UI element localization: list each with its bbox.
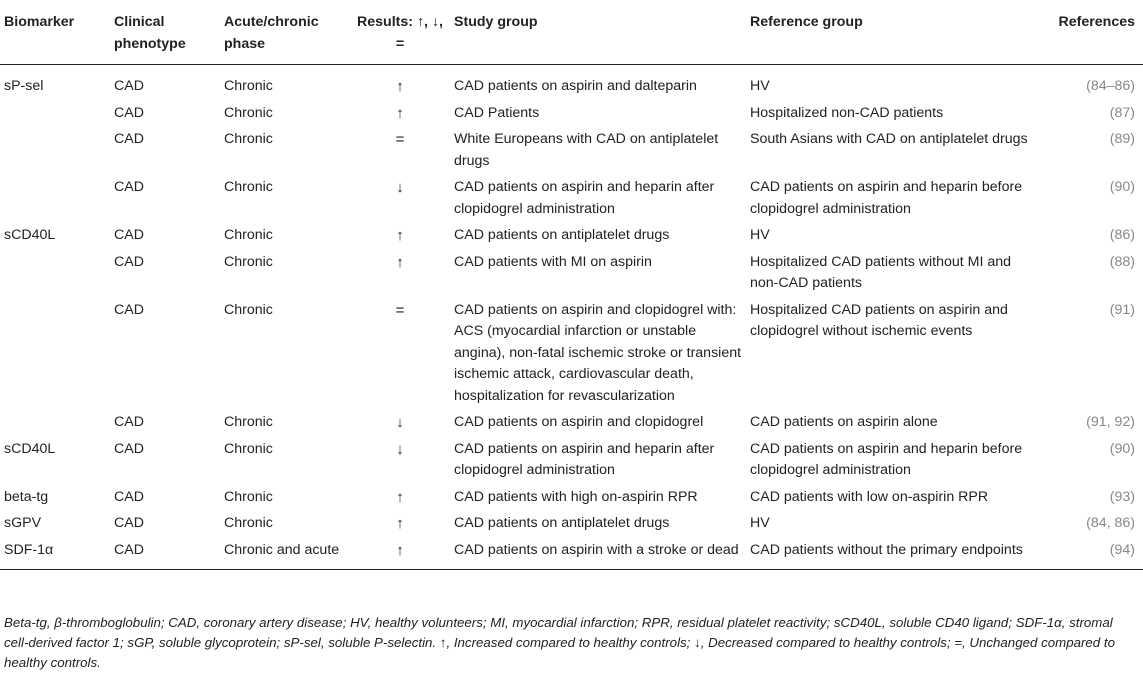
cell-references[interactable]: (94) (1046, 538, 1143, 570)
table-row (0, 250, 1143, 298)
cell-biomarker (0, 101, 110, 128)
table-header-row (0, 6, 1143, 65)
cell-references[interactable]: (84, 86) (1086, 515, 1135, 531)
cell-result: ↑ (396, 78, 404, 95)
cell-reference-group: CAD patients with low on-aspirin RPR (750, 488, 989, 505)
cell-result: ↑ (396, 104, 404, 122)
cell-biomarker (0, 298, 110, 411)
cell-biomarker: sGPV (4, 515, 42, 531)
cell-clinical-phenotype: CAD (114, 179, 144, 195)
table-row (0, 410, 1143, 437)
cell-study-group: CAD patients on antiplatelet drugs (454, 515, 670, 531)
cell-phase: Chronic (224, 253, 273, 270)
cell-clinical-phenotype: CAD (114, 131, 144, 147)
cell-reference-group: South Asians with CAD on antiplatelet drugs (750, 131, 1028, 147)
cell-references[interactable]: (84–86) (1086, 78, 1135, 94)
header-reference-group: Reference group (746, 6, 1046, 65)
cell-result: ↑ (396, 515, 404, 532)
cell-phase: Chronic (224, 78, 273, 94)
table-row (0, 65, 1143, 101)
table-row (0, 538, 1143, 570)
cell-references[interactable]: (90) (1109, 440, 1135, 457)
cell-phase: Chronic (224, 227, 273, 243)
cell-reference-group: Hospitalized CAD patients without MI and non-CAD patients (750, 253, 1012, 291)
cell-biomarker: sCD40L (4, 440, 56, 457)
table-row (0, 511, 1143, 538)
cell-clinical-phenotype: CAD (114, 440, 144, 457)
biomarker-table (0, 6, 1143, 570)
cell-references[interactable]: (86) (1109, 227, 1135, 243)
cell-reference-group: CAD patients on aspirin and heparin before clopidogrel administration (750, 440, 1023, 478)
table-row (0, 175, 1143, 223)
cell-biomarker: beta-tg (4, 488, 49, 505)
cell-clinical-phenotype: CAD (114, 227, 144, 243)
cell-biomarker (0, 410, 110, 437)
cell-result: ↑ (396, 227, 404, 244)
cell-biomarker (0, 250, 110, 298)
cell-phase: Chronic (224, 104, 273, 121)
cell-result: ↓ (396, 179, 404, 196)
cell-references[interactable]: (91) (1109, 301, 1135, 318)
table-row (0, 223, 1143, 250)
cell-reference-group: HV (750, 515, 770, 531)
cell-study-group: CAD patients on aspirin and dalteparin (454, 78, 697, 94)
cell-references[interactable]: (90) (1109, 179, 1135, 195)
table-row (0, 101, 1143, 128)
header-acute-chronic-phase: Acute/chronic phase (220, 6, 350, 65)
header-biomarker: Biomarker (0, 6, 110, 65)
cell-phase: Chronic (224, 515, 273, 531)
cell-study-group: CAD patients on antiplatelet drugs (454, 227, 670, 243)
cell-biomarker: SDF-1α (0, 538, 110, 570)
table-row (0, 298, 1143, 411)
cell-result: ↓ (396, 440, 404, 458)
cell-clinical-phenotype: CAD (114, 78, 144, 94)
cell-study-group: CAD patients with MI on aspirin (454, 253, 652, 270)
cell-study-group: CAD Patients (454, 104, 540, 121)
cell-phase: Chronic (224, 440, 273, 457)
cell-references[interactable]: (93) (1109, 488, 1135, 505)
cell-result: = (395, 131, 405, 148)
cell-phase: Chronic (224, 301, 273, 318)
cell-phase: Chronic (224, 131, 273, 147)
cell-result: = (395, 301, 405, 319)
cell-biomarker: sCD40L (4, 227, 56, 243)
cell-biomarker (0, 127, 110, 175)
cell-biomarker: sP-sel (4, 78, 44, 94)
cell-clinical-phenotype: CAD (114, 253, 144, 270)
table-row (0, 485, 1143, 512)
cell-clinical-phenotype: CAD (114, 301, 144, 318)
table-footnote: Beta-tg, β-thromboglobulin; CAD, coronary artery disease; HV, healthy volunteers; MI, myocardial infarction; RPR, residual platelet reactivity; sCD40L, soluble CD40 ligand; SDF-1α, stromal cell-derived factor 1; sGP, soluble glycoprotein; sP-sel, soluble P-selectin. ↑, Increased compared to healthy controls; ↓, Decreased compared to healthy controls; =, Unchanged compared to healthy controls. (4, 615, 1115, 670)
cell-reference-group: CAD patients on aspirin and heparin before clopidogrel administration (750, 179, 1023, 217)
cell-clinical-phenotype: CAD (114, 515, 144, 531)
cell-study-group: White Europeans with CAD on antiplatelet drugs (454, 131, 719, 169)
cell-references[interactable]: (89) (1109, 131, 1135, 147)
cell-reference-group: CAD patients on aspirin alone (750, 414, 938, 430)
cell-clinical-phenotype: CAD (114, 488, 144, 505)
header-study-group: Study group (450, 6, 746, 65)
cell-result: ↑ (396, 253, 404, 271)
cell-references[interactable]: (91, 92) (1086, 414, 1135, 430)
cell-reference-group: HV (750, 227, 770, 243)
cell-result: ↓ (396, 414, 404, 431)
cell-phase: Chronic (224, 488, 273, 505)
cell-clinical-phenotype: CAD (114, 104, 144, 121)
cell-result: ↑ (350, 538, 450, 570)
cell-references[interactable]: (87) (1109, 104, 1135, 121)
cell-phase: Chronic (224, 414, 273, 430)
cell-study-group: CAD patients on aspirin and clopidogrel with: ACS (myocardial infarction or unstable angina), non-fatal ischemic stroke or transient ischemic attack, cardiovascular death, hospitalization for revascularization (454, 301, 742, 404)
cell-study-group: CAD patients on aspirin and clopidogrel (454, 414, 704, 430)
cell-study-group: CAD patients on aspirin and heparin after clopidogrel administration (454, 179, 715, 217)
cell-reference-group: CAD patients without the primary endpoints (746, 538, 1046, 570)
cell-biomarker (0, 175, 110, 223)
cell-references[interactable]: (88) (1109, 253, 1135, 270)
cell-study-group: CAD patients on aspirin and heparin after clopidogrel administration (454, 440, 715, 478)
cell-result: ↑ (396, 488, 404, 506)
header-clinical-phenotype: Clinical phenotype (110, 6, 220, 65)
cell-phase: Chronic and acute (220, 538, 350, 570)
header-results: Results: ↑, ↓, = (350, 6, 450, 65)
cell-study-group: CAD patients with high on-aspirin RPR (454, 488, 698, 505)
table-row (0, 127, 1143, 175)
cell-reference-group: Hospitalized CAD patients on aspirin and clopidogrel without ischemic events (750, 301, 1008, 339)
cell-clinical-phenotype: CAD (110, 538, 220, 570)
cell-phase: Chronic (224, 179, 273, 195)
cell-clinical-phenotype: CAD (114, 414, 144, 430)
header-references: References (1046, 6, 1143, 65)
cell-reference-group: Hospitalized non-CAD patients (750, 104, 944, 121)
cell-study-group: CAD patients on aspirin with a stroke or dead (450, 538, 746, 570)
table-row (0, 437, 1143, 485)
cell-reference-group: HV (750, 78, 770, 94)
